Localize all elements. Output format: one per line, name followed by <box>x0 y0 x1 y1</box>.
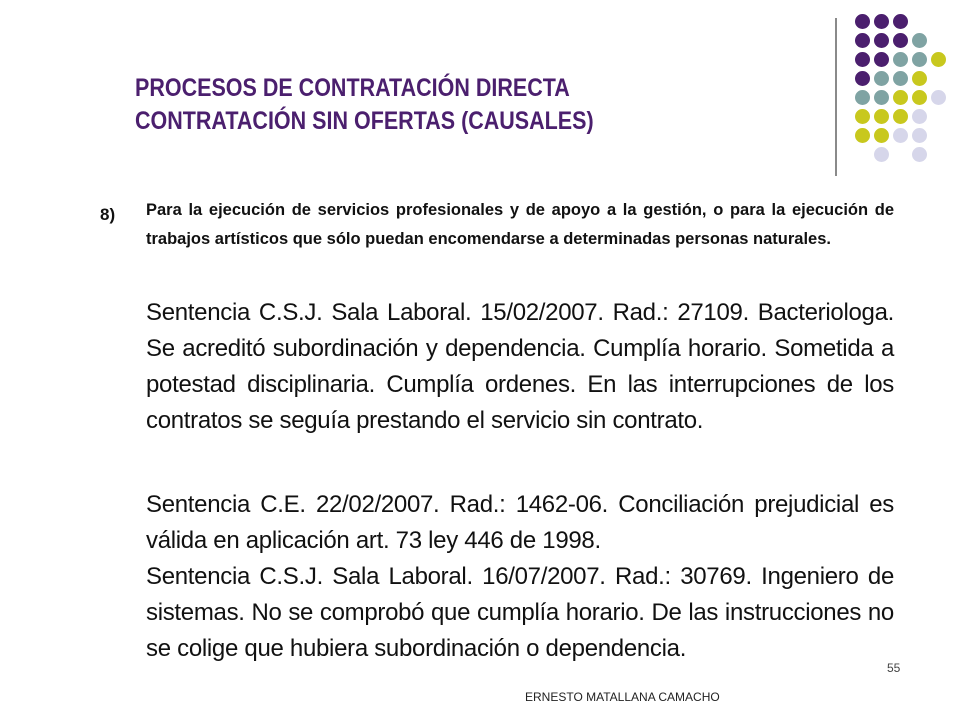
decor-dot <box>855 128 870 143</box>
decor-dot <box>893 33 908 48</box>
title-line-2: CONTRATACIÓN SIN OFERTAS (CAUSALES) <box>135 107 594 135</box>
paragraph-ruling-1: Sentencia C.S.J. Sala Laboral. 15/02/2007. Rad.: 27109. Bacteriologa. Se acreditó subordinación y dependencia. Cumplía horario. Sometida a potestad disciplinaria. Cumplía ordenes. En las interrupciones de los contratos se seguía prestando el servicio sin contrato. <box>146 299 894 434</box>
decor-dot <box>855 109 870 124</box>
item-number: 8) <box>100 205 116 224</box>
decor-dot <box>893 109 908 124</box>
title-line-1: PROCESOS DE CONTRATACIÓN DIRECTA <box>135 74 570 102</box>
decor-dot <box>855 90 870 105</box>
decor-dot <box>912 147 927 162</box>
decor-dot <box>874 14 889 29</box>
decor-dot <box>855 71 870 86</box>
decor-dot <box>931 90 946 105</box>
decor-dot <box>874 128 889 143</box>
item-heading: Para la ejecución de servicios profesionales y de apoyo a la gestión, o para la ejecución de trabajos artísticos que sólo puedan encomendarse a determinadas personas naturales. <box>146 201 894 248</box>
paragraph-ruling-2: Sentencia C.E. 22/02/2007. Rad.: 1462-06. Conciliación prejudicial es válida en aplicación art. 73 ley 446 de 1998. <box>146 491 894 554</box>
decor-dot <box>893 90 908 105</box>
decor-dot <box>912 90 927 105</box>
paragraph-ruling-3: Sentencia C.S.J. Sala Laboral. 16/07/2007. Rad.: 30769. Ingeniero de sistemas. No se comprobó que cumplía horario. De las instrucciones no se colige que hubiera subordinación o dependencia. <box>146 563 894 662</box>
decor-dot <box>912 52 927 67</box>
decor-dot <box>874 52 889 67</box>
decor-dot <box>893 71 908 86</box>
decor-dot <box>874 147 889 162</box>
decor-dot <box>874 33 889 48</box>
decor-dot <box>912 71 927 86</box>
decor-dot <box>855 14 870 29</box>
decor-dot <box>912 109 927 124</box>
decor-dot <box>893 14 908 29</box>
decor-dot <box>874 90 889 105</box>
footer-author: ERNESTO MATALLANA CAMACHO <box>525 690 720 704</box>
decor-dot <box>931 52 946 67</box>
decor-dot <box>912 128 927 143</box>
slide-title <box>135 72 685 138</box>
decor-dot <box>912 33 927 48</box>
decor-dot <box>855 52 870 67</box>
decor-dot <box>893 52 908 67</box>
decor-dot <box>893 128 908 143</box>
decor-dot <box>855 33 870 48</box>
decor-dot <box>874 71 889 86</box>
page-number: 55 <box>887 661 901 675</box>
decorative-divider <box>835 18 837 176</box>
decor-dot <box>874 109 889 124</box>
